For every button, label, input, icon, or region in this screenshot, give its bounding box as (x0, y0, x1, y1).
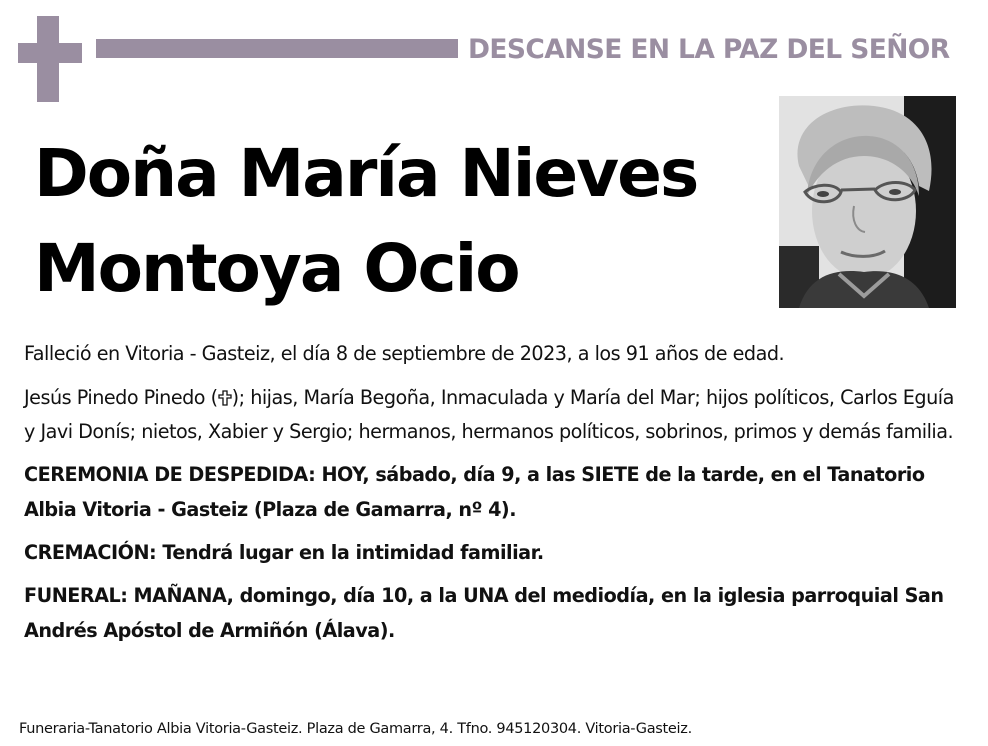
family-paragraph (24, 381, 959, 449)
deceased-cross-icon (218, 390, 232, 406)
death-paragraph: Falleció en Vitoria - Gasteiz, el día 8 de septiembre de 2023, a los 91 años de edad. (24, 342, 785, 365)
family-spouse-close: ); (231, 386, 245, 409)
deceased-name-line1: Doña María Nieves (34, 135, 698, 212)
ceremony-paragraph: CEREMONIA DE DESPEDIDA: HOY, sábado, día 9, a las SIETE de la tarde, en el Tanatorio Albia Vitoria - Gasteiz (Plaza de Gamarra, nº 4). (24, 463, 925, 521)
deceased-name (34, 126, 774, 316)
family-spouse: Jesús Pinedo Pinedo ( (24, 386, 218, 409)
cremation-paragraph: CREMACIÓN: Tendrá lugar en la intimidad familiar. (24, 541, 544, 564)
latin-cross-icon (18, 16, 82, 102)
funeral-paragraph: FUNERAL: MAÑANA, domingo, día 10, a la UNA del mediodía, en la iglesia parroquial San Andrés Apóstol de Armiñón (Álava). (24, 584, 944, 642)
header-motto: DESCANSE EN LA PAZ DEL SEÑOR (468, 34, 950, 65)
deceased-portrait (779, 96, 956, 308)
header-rule (96, 39, 458, 58)
notice-body (24, 336, 959, 656)
portrait-image (779, 96, 956, 308)
deceased-name-line2: Montoya Ocio (34, 230, 519, 307)
cross-horizontal-bar (18, 43, 82, 63)
family-members: hijas, María Begoña, Inmaculada y María del Mar; hijos políticos, Carlos Eguía y Javi Donís; nietos, Xabier y Sergio; hermanos, hermanos políticos, sobrinos, primos y demás familia. (24, 386, 954, 443)
funeral-home-footer: Funeraria-Tanatorio Albia Vitoria-Gasteiz. Plaza de Gamarra, 4. Tfno. 945120304. Vitoria-Gasteiz. (19, 721, 692, 737)
